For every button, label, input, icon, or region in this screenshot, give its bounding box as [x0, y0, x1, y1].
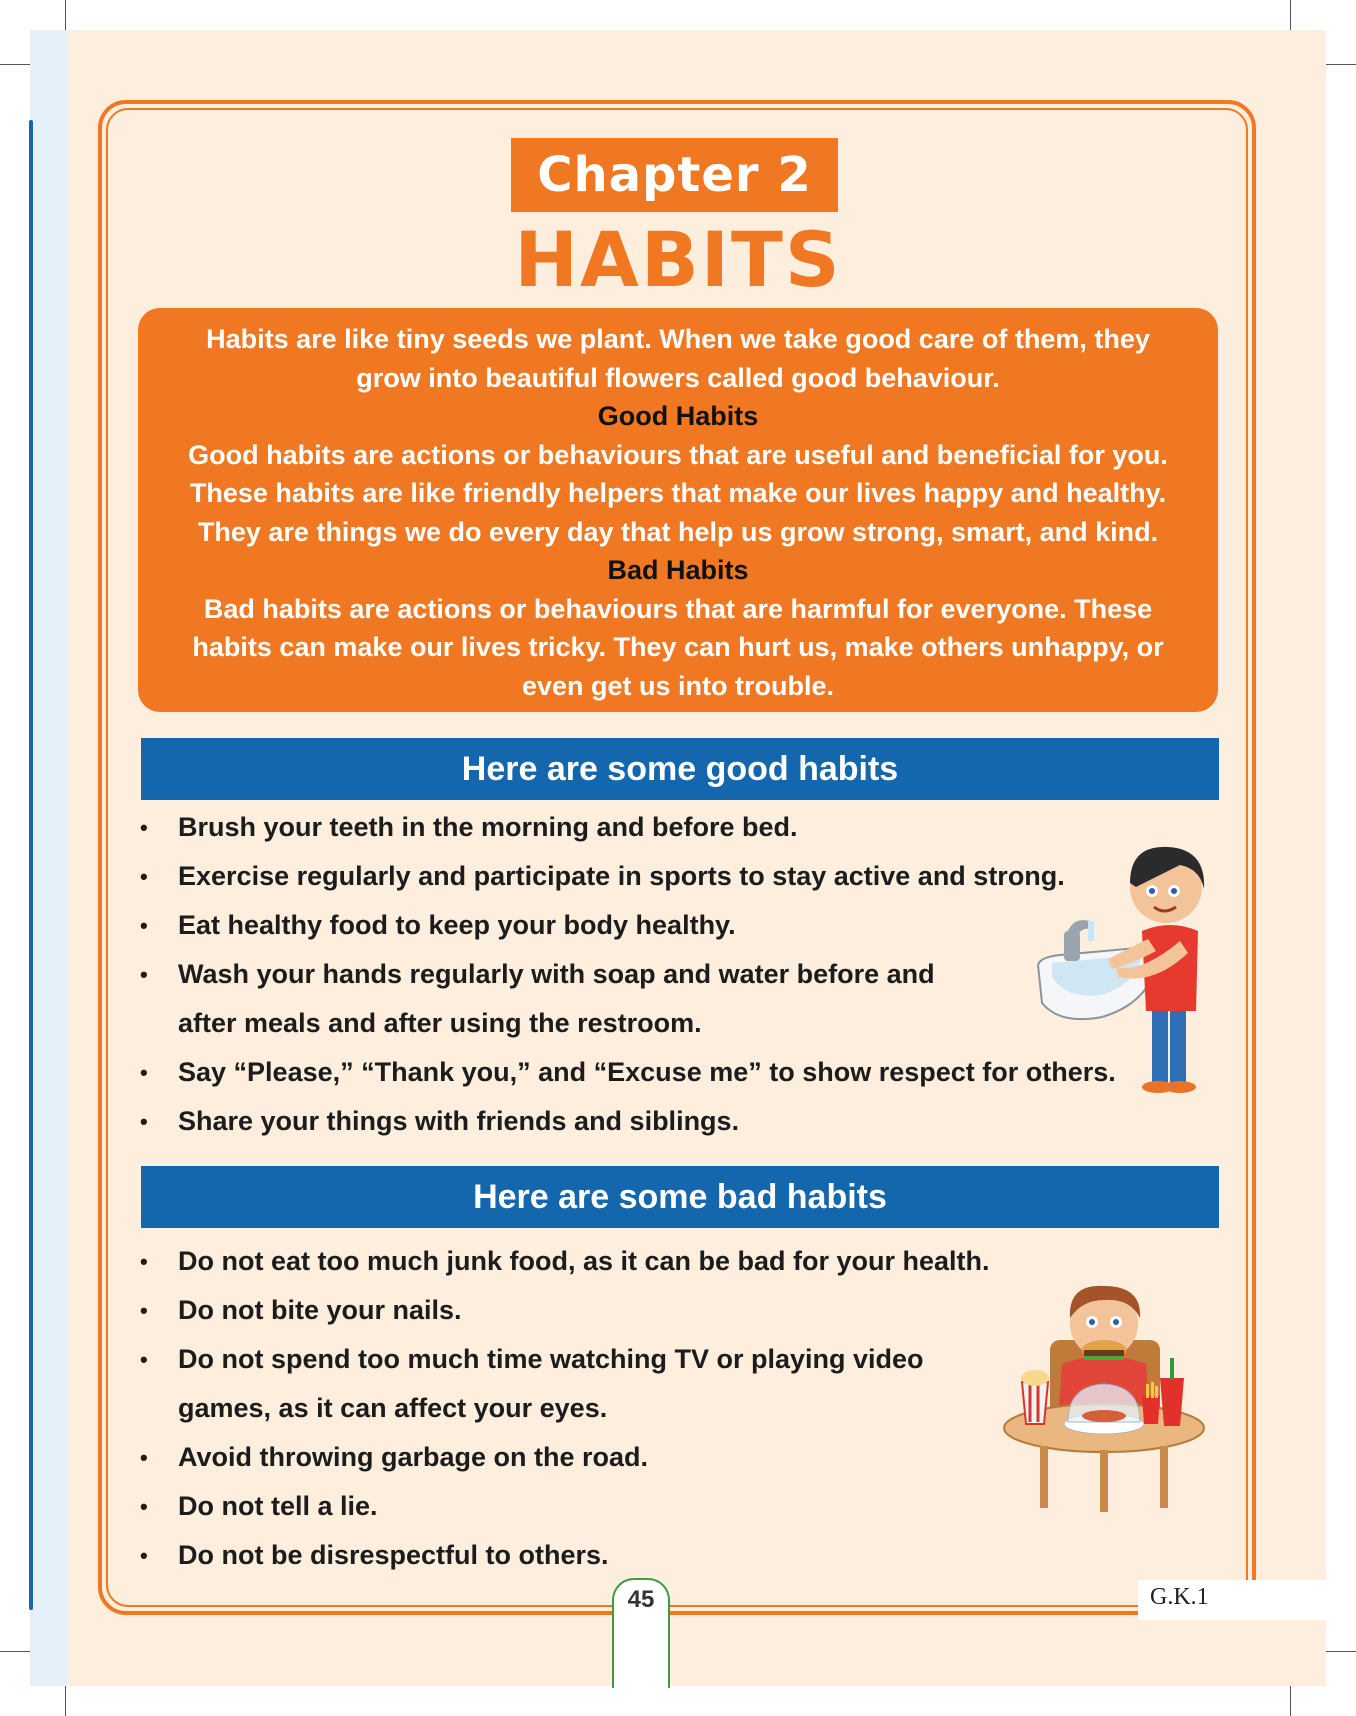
good-habits-section-title: Here are some good habits: [141, 738, 1219, 800]
list-item-text: Share your things with friends and siblings.: [178, 1106, 740, 1136]
intro-line: Habits are like tiny seeds we plant. When we take good care of them, they: [206, 324, 1150, 354]
page-number: 45: [627, 1586, 655, 1613]
bullet: •: [140, 1445, 148, 1470]
good-habits-heading: Good Habits: [597, 401, 759, 431]
boy-washing-hands-illustration: [1030, 835, 1210, 1095]
list-item-text: Say “Please,” “Thank you,” and “Excuse me” to show respect for others.: [178, 1057, 1116, 1087]
list-item: [136, 1433, 1136, 1482]
bullet: •: [140, 1298, 148, 1323]
list-item-text: Brush your teeth in the morning and before bed.: [178, 812, 798, 842]
list-item: [136, 1531, 1136, 1580]
list-item-text: Do not be disrespectful to others.: [178, 1540, 609, 1570]
binding-line: [29, 120, 33, 1610]
bullet: •: [140, 1347, 148, 1372]
bullet: •: [140, 1109, 148, 1134]
crop-mark: [1326, 64, 1356, 65]
intro-line: Bad habits are actions or behaviours that are harmful for everyone. These: [203, 593, 1153, 624]
intro-line: habits can make our lives tricky. They can hurt us, make others unhappy, or: [192, 632, 1164, 662]
list-item: [136, 852, 1136, 901]
chapter-label: Chapter 2: [511, 138, 838, 212]
intro-line: even get us into trouble.: [521, 670, 835, 701]
list-item-text: games, as it can affect your eyes.: [178, 1393, 608, 1423]
list-item: [136, 1335, 1136, 1433]
bad-habits-section-title: Here are some bad habits: [141, 1166, 1219, 1228]
intro-box: [138, 308, 1218, 712]
bullet: •: [140, 864, 148, 889]
crop-mark: [65, 0, 66, 30]
list-item: [136, 901, 1136, 950]
list-item: [136, 1097, 1136, 1146]
bullet: •: [140, 1249, 148, 1274]
book-label: G.K.1: [1150, 1584, 1209, 1610]
chapter-title: HABITS: [514, 215, 842, 304]
good-habits-list: [136, 803, 1136, 1146]
intro-line: Good habits are actions or behaviours that are useful and beneficial for you.: [188, 439, 1168, 470]
list-item-text: Avoid throwing garbage on the road.: [178, 1442, 649, 1472]
crop-mark: [1290, 1686, 1291, 1716]
list-item-text: Do not bite your nails.: [178, 1295, 462, 1325]
intro-line: They are things we do every day that help us grow strong, smart, and kind.: [197, 516, 1159, 547]
bad-habits-heading: Bad Habits: [607, 555, 749, 585]
bullet: •: [140, 1543, 148, 1568]
crop-mark: [65, 1686, 66, 1716]
list-item-text: Do not eat too much junk food, as it can be bad for your health.: [178, 1246, 990, 1276]
crop-mark: [1290, 0, 1291, 30]
bullet: •: [140, 1060, 148, 1085]
binding-strip: [30, 30, 68, 1686]
list-item: [136, 950, 1136, 1048]
list-item-text: Do not tell a lie.: [178, 1491, 378, 1521]
intro-line: These habits are like friendly helpers that make our lives happy and healthy.: [189, 478, 1167, 508]
list-item-text: Eat healthy food to keep your body healthy.: [178, 910, 736, 940]
intro-line: grow into beautiful flowers called good behaviour.: [356, 362, 1000, 393]
bullet: •: [140, 1494, 148, 1519]
bullet: •: [140, 913, 148, 938]
boy-eating-junk-food-illustration: [1000, 1278, 1210, 1518]
crop-mark: [0, 1651, 30, 1652]
list-item-text: Exercise regularly and participate in sports to stay active and strong.: [178, 861, 1065, 891]
list-item: [136, 1286, 1136, 1335]
crop-mark: [1326, 1651, 1356, 1652]
bad-habits-list: [136, 1237, 1136, 1580]
bullet: •: [140, 815, 148, 840]
list-item: [136, 803, 1136, 852]
list-item: [136, 1237, 1136, 1286]
list-item: [136, 1048, 1136, 1097]
bullet: •: [140, 962, 148, 987]
crop-mark: [0, 64, 30, 65]
list-item: [136, 1482, 1136, 1531]
list-item-text: Do not spend too much time watching TV or playing video: [178, 1344, 924, 1374]
list-item-text: Wash your hands regularly with soap and water before and: [178, 959, 935, 989]
list-item-text: after meals and after using the restroom.: [178, 1008, 702, 1038]
